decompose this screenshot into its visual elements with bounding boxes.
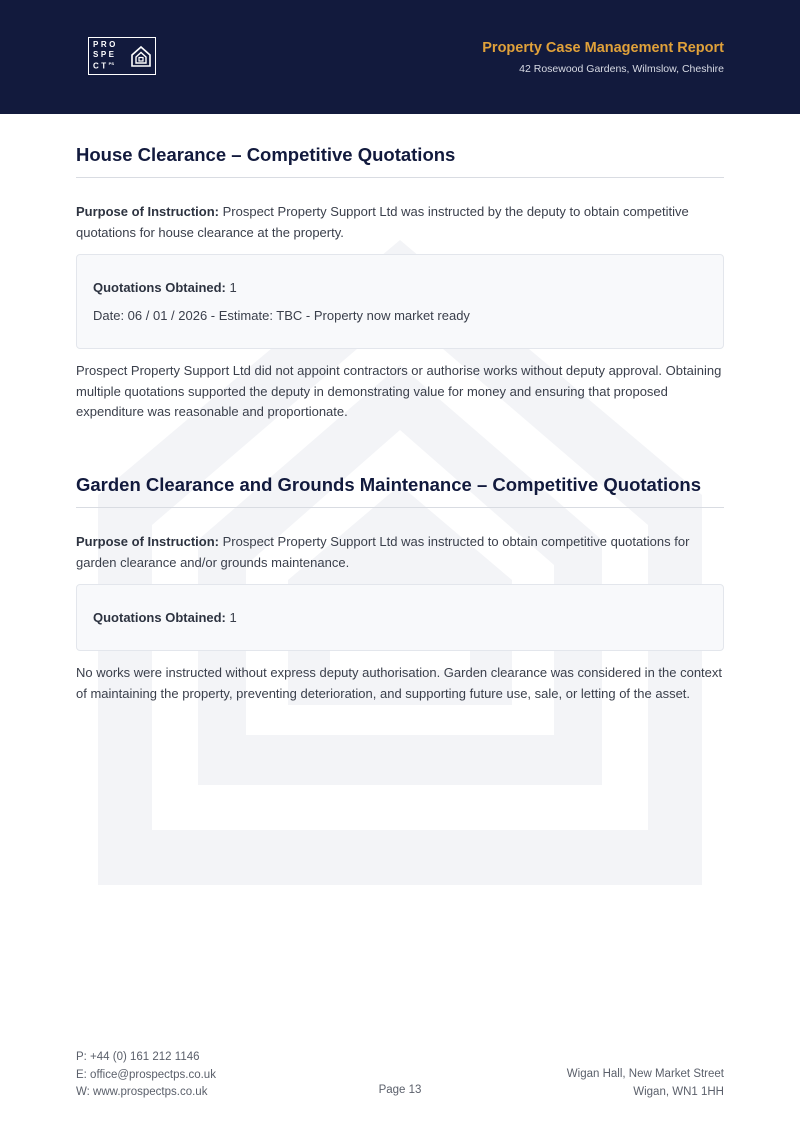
quotations-label: Quotations Obtained: [93,280,226,295]
footer-website: W: www.prospectps.co.uk [76,1086,208,1098]
logo-letters-row-3: $CT^{PS}$ [93,61,115,72]
logo-small-letters: PS [108,61,115,67]
footer-email: E: office@prospectps.co.uk [76,1068,216,1081]
quotations-count [93,610,237,625]
quotations-box [76,584,724,651]
prospect-logo [88,37,156,75]
closing-paragraph: Prospect Property Support Ltd did not appoint contractors or authorise works without deputy approval. Obtaining multiple quotations supported the deputy in demonstrating value for money and ensuring that proposed expenditure was reasonable and proportionate. [76,363,722,419]
page-header [0,0,800,114]
purpose-label: Purpose of Instruction: [76,204,219,219]
purpose-text: Prospect Property Support Ltd was instructed to obtain competitive quotations for garden clearance and/or grounds maintenance. [76,534,690,570]
quotations-count [93,280,237,295]
house-icon [127,38,155,74]
section-title-house-clearance: House Clearance – Competitive Quotations [76,144,456,165]
purpose-label: Purpose of Instruction: [76,534,219,549]
quotations-box [76,254,724,349]
logo-letters-row-1: PRO [93,40,118,50]
property-address: 42 Rosewood Gardens, Wilmslow, Cheshire [519,63,724,75]
purpose-paragraph [76,532,724,573]
purpose-text: Prospect Property Support Ltd was instructed by the deputy to obtain competitive quotations for house clearance at the property. [76,204,689,240]
footer-address [567,1066,724,1101]
section-divider [76,507,724,508]
quotation-detail: Date: 06 / 01 / 2026 - Estimate: TBC - Property now market ready [93,308,470,323]
footer-address-line-1: Wigan Hall, New Market Street [566,1068,724,1080]
quotations-value: 1 [225,280,237,295]
footer-address-line-2: Wigan, WN1 1HH [633,1085,724,1098]
quotations-value: 1 [225,610,237,625]
logo-letters-row-2: SPE [93,49,117,59]
logo-wordmark [89,38,127,74]
section-divider [76,177,724,178]
quotations-label: Quotations Obtained: [93,610,226,625]
purpose-paragraph [76,202,724,243]
page-number: Page 13 [378,1084,422,1096]
footer-phone: P: +44 (0) 161 212 1146 [76,1051,200,1063]
section-title-garden-clearance: Garden Clearance and Grounds Maintenance – Competitive Quotations [76,474,702,495]
report-title: Property Case Management Report [482,40,724,56]
closing-paragraph: No works were instructed without express deputy authorisation. Garden clearance was considered in the context of maintaining the property, preventing deterioration, and supporting future use, sale, or letting of the asset. [76,665,723,701]
